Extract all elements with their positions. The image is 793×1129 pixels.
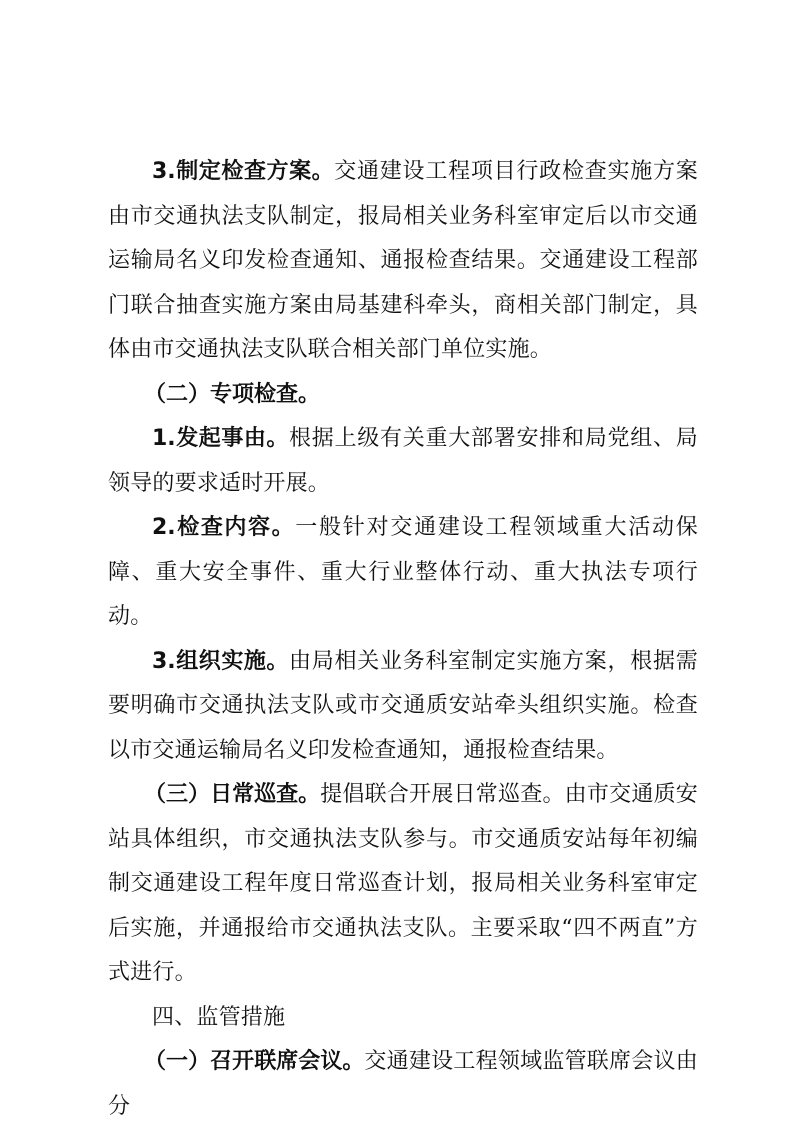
paragraph-text: 一般针对交通建设工程领域重大活动保障、重大安全事件、重大行业整体行动、重大执法专项行动。 [108,515,699,629]
paragraph-organize-implementation [108,640,698,774]
paragraph-text: 交通建设工程项目行政检查实施方案由市交通执法支队制定，报局相关业务科室审定后以市交通运输局名义印发检查通知、通报检查结果。交通建设工程部门联合抽查实施方案由局基建科牵头，商相关部门制定，具体由市交通执法支队联合相关部门单位实施。 [108,159,698,362]
document-page [108,150,698,1129]
section-daily-patrol [108,773,698,996]
section-joint-meeting [108,1040,698,1129]
paragraph-make-inspection-plan [108,150,698,373]
chapter-heading: 四、监管措施 [152,1004,286,1030]
paragraph-inspection-content [108,506,698,640]
paragraph-text: 交通建设工程领域监管联席会议由分 [108,1049,698,1119]
paragraph-text: 提倡联合开展日常巡查。由市交通质安站具体组织，市交通执法支队参与。市交通质安站每年初编制交通建设工程年度日常巡查计划，报局相关业务科室审定后实施，并通报给市交通执法支队。主要采取“四不两直”方式进行。 [108,782,698,985]
paragraph-lead: 3.制定检查方案。 [152,159,335,184]
paragraph-text: 根据上级有关重大部署安排和局党组、局领导的要求适时开展。 [108,426,698,496]
section-special-inspection [108,373,698,418]
paragraph-lead: 3.组织实施。 [152,648,289,674]
chapter-supervision-measures [108,996,698,1041]
section-heading: （三）日常巡查。 [144,782,321,807]
paragraph-trigger-reason [108,417,698,506]
paragraph-lead: 1.发起事由。 [152,426,289,451]
paragraph-lead: 2.检查内容。 [152,515,296,540]
section-heading: （二）专项检查。 [144,381,321,407]
paragraph-text: 由局相关业务科室制定实施方案，根据需要明确市交通执法支队或市交通质安站牵头组织实施。检查以市交通运输局名义印发检查通知，通报检查结果。 [108,648,698,763]
section-heading: （一）召开联席会议。 [144,1049,365,1074]
